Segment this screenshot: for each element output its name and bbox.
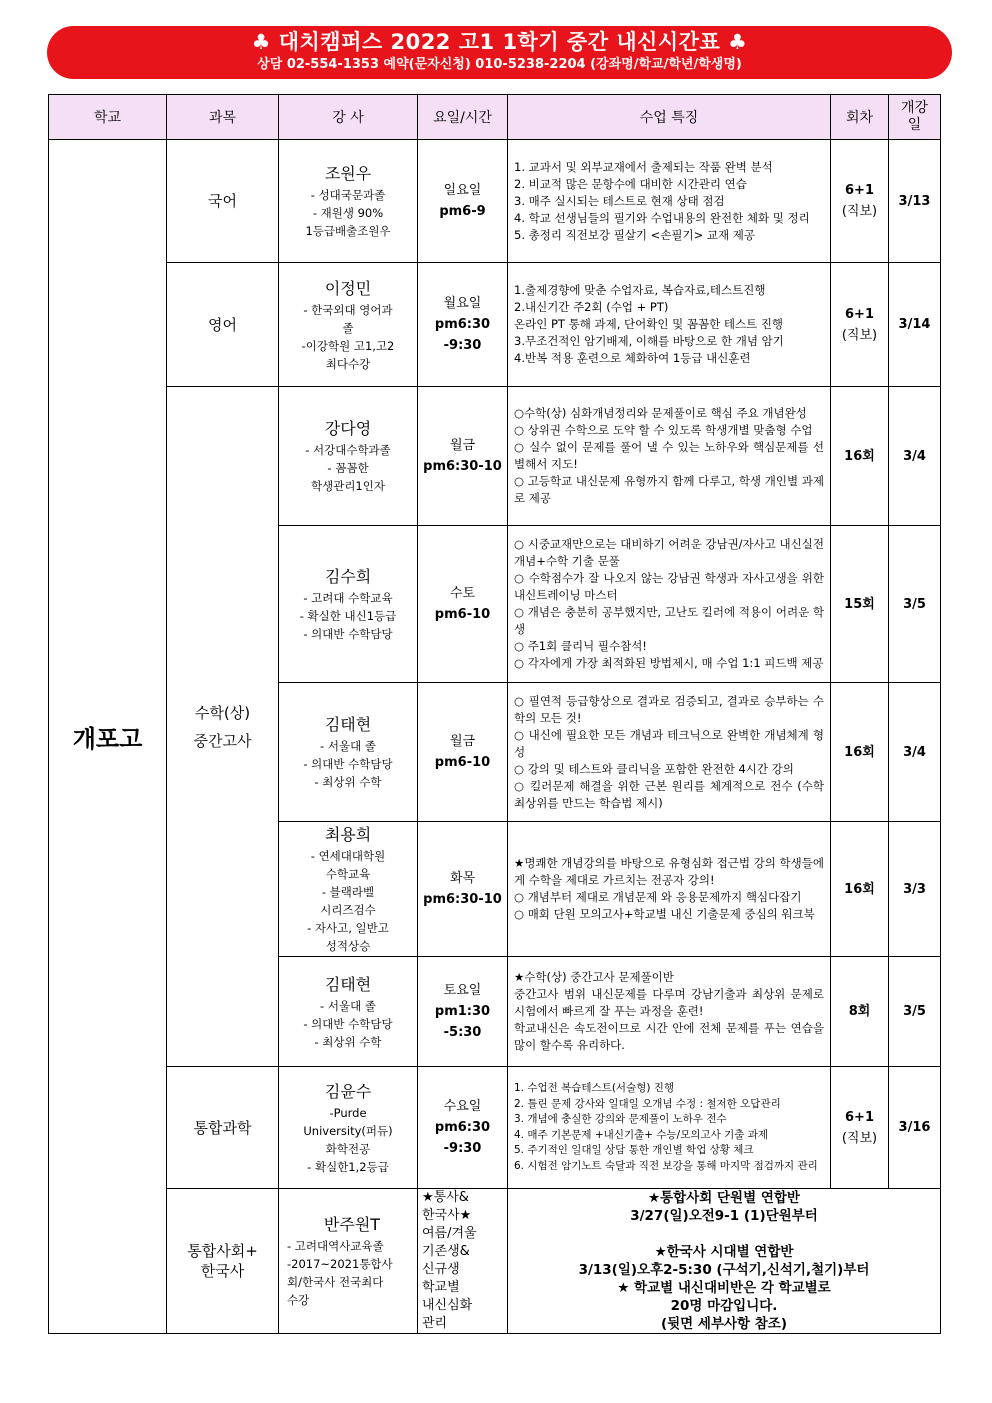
teacher-cell: 최용희 - 연세대대학원 수학교육 - 블랙라벨 시리즈검수 - 자사고, 일반고 성적상승	[279, 822, 418, 957]
time-cell: 화목 pm6:30-10	[418, 822, 508, 957]
start-date-cell: 3/5	[889, 957, 941, 1067]
header-time: 요일/시간	[418, 95, 508, 140]
page-title: ♣ 대치캠퍼스 2022 고1 1학기 중간 내신시간표 ♣	[251, 30, 748, 54]
subject-cell: 통합과학	[167, 1067, 279, 1189]
subject-cell: 국어	[167, 140, 279, 263]
table-row	[49, 263, 941, 387]
start-date-cell: 3/13	[889, 140, 941, 263]
start-date-cell: 3/4	[889, 683, 941, 822]
teacher-cell: 강다영 - 서강대수학과졸 - 꼼꼼한 학생관리1인자	[279, 387, 418, 526]
teacher-cell: 조원우 - 성대국문과졸 - 재원생 90% 1등급배출조원우	[279, 140, 418, 263]
sessions-cell: 6+1 (직보)	[831, 263, 889, 387]
subject-cell: 영어	[167, 263, 279, 387]
features-cell: ○ 시중교재만으로는 대비하기 어려운 강남권/자사고 내신실전 개념+수학 기출 문풀 ○ 수학점수가 잘 나오지 않는 강남권 학생과 자사고생을 위한 내신트레이닝 마스터 ○ 개념은 충분히 공부했지만, 고난도 킬러에 적용이 어려운 학생 ○ 주1회 클리닉 필수참석! ○ 각자에게 가장 최적화된 방법제시, 매 수업 1:1 피드백 제공	[508, 526, 831, 683]
header-features: 수업 특징	[508, 95, 831, 140]
sessions-cell: 8회	[831, 957, 889, 1067]
teacher-cell: 이정민 - 한국외대 영어과 졸 -이강학원 고1,고2 최다수강	[279, 263, 418, 387]
time-cell: 수토 pm6-10	[418, 526, 508, 683]
sessions-cell: 15회	[831, 526, 889, 683]
schedule-table	[48, 94, 941, 1334]
teacher-cell: 김윤수 -Purde University(퍼듀) 화학전공 - 확실한1,2등급	[279, 1067, 418, 1189]
teacher-cell: 김태현 - 서울대 졸 - 의대반 수학담당 - 최상위 수학	[279, 683, 418, 822]
header-school: 학교	[49, 95, 167, 140]
header-start: 개강 일	[889, 95, 941, 140]
table-row	[49, 140, 941, 263]
features-cell: 1. 교과서 및 외부교재에서 출제되는 작품 완벽 분석 2. 비교적 많은 문항수에 대비한 시간관리 연습 3. 매주 실시되는 테스트로 현재 상태 점검 4. 학교 선생님들의 필기와 수업내용의 완전한 체화 및 정리 5. 총정리 직전보강 필살기 <손필기> 교재 제공	[508, 140, 831, 263]
contact-line: 상담 02-554-1353 예약(문자신청) 010-5238-2204 (강좌명/학교/학년/학생명)	[257, 57, 742, 72]
features-cell: ○ 필연적 등급향상으로 결과로 검증되고, 결과로 승부하는 수학의 모든 것! ○ 내신에 필요한 모든 개념과 테크닉으로 완벽한 개념체계 형성 ○ 강의 및 테스트와 클리닉을 포함한 완전한 4시간 강의 ○ 킬러문제 해결을 위한 근본 원리를 체계적으로 전수 (수학 최상위를 만드는 학습법 제시)	[508, 683, 831, 822]
sessions-cell: 16회	[831, 387, 889, 526]
header-sessions: 회차	[831, 95, 889, 140]
time-cell: ★통사& 한국사★ 여름/겨울 기존생& 신규생 학교별 내신심화 관리	[418, 1189, 508, 1334]
sessions-cell: 16회	[831, 822, 889, 957]
header-subject: 과목	[167, 95, 279, 140]
header-teacher: 강 사	[279, 95, 418, 140]
start-date-cell: 3/4	[889, 387, 941, 526]
start-date-cell: 3/14	[889, 263, 941, 387]
school-name: 개포고	[49, 140, 167, 1334]
start-date-cell: 3/16	[889, 1067, 941, 1189]
time-cell: 월금 pm6-10	[418, 683, 508, 822]
title-banner	[47, 26, 952, 79]
features-cell: ★수학(상) 중간고사 문제풀이반 중간고사 범위 내신문제를 다루며 강남기출과 최상위 문제로 시험에서 빠르게 잘 푸는 과정을 훈련! 학교내신은 속도전이므로 시간 안에 전체 문제를 푸는 연습을 많이 할수록 유리하다.	[508, 957, 831, 1067]
start-date-cell: 3/5	[889, 526, 941, 683]
sessions-cell: 6+1 (직보)	[831, 1067, 889, 1189]
start-date-cell: 3/3	[889, 822, 941, 957]
features-cell: 1.출제경향에 맞춘 수업자료, 복습자료,테스트진행 2.내신기간 주2회 (수업 + PT) 온라인 PT 통해 과제, 단어확인 및 꼼꼼한 테스트 진행 3.무조건적인 암기배제, 이해를 바탕으로 한 개념 암기 4.반복 적용 훈련으로 체화하여 1등급 내신훈련	[508, 263, 831, 387]
header-row	[49, 95, 941, 140]
time-cell: 수요일 pm6:30 -9:30	[418, 1067, 508, 1189]
time-cell: 월요일 pm6:30 -9:30	[418, 263, 508, 387]
teacher-cell: 김태현 - 서울대 졸 - 의대반 수학담당 - 최상위 수학	[279, 957, 418, 1067]
subject-cell: 통합사회+ 한국사	[167, 1189, 279, 1334]
table-row	[49, 1067, 941, 1189]
features-cell: ○수학(상) 심화개념정리와 문제풀이로 핵심 주요 개념완성 ○ 상위권 수학으로 도약 할 수 있도록 학생개별 맞춤형 수업 ○ 실수 없이 문제를 풀어 낼 수 있는 노하우와 핵심문제를 선별해서 지도! ○ 고등학교 내신문제 유형까지 함께 다루고, 학생 개인별 과제로 제공	[508, 387, 831, 526]
features-cell: 1. 수업전 복습테스트(서술형) 진행 2. 틀린 문제 강사와 일대일 오개념 수정 : 철저한 오답관리 3. 개념에 충실한 강의와 문제풀이 노하우 전수 4. 매주 기본문제 +내신기출+ 수능/모의고사 기출 과제 5. 주기적인 일대일 상담 통한 개인별 학업 상황 체크 6. 시험전 암기노트 숙달과 직전 보강을 통해 마지막 점검까지 관리	[508, 1067, 831, 1189]
sessions-cell: 16회	[831, 683, 889, 822]
table-row	[49, 1189, 941, 1334]
time-cell: 토요일 pm1:30 -5:30	[418, 957, 508, 1067]
teacher-cell: 반주원T - 고려대역사교육졸 -2017~2021통합사 회/한국사 전국최다 수강	[279, 1189, 418, 1334]
sessions-cell: 6+1 (직보)	[831, 140, 889, 263]
features-cell: ★명쾌한 개념강의를 바탕으로 유형심화 접근법 강의 학생들에게 수학을 제대로 가르치는 전공자 강의! ○ 개념부터 제대로 개념문제 와 응용문제까지 핵심다잡기 ○ 매회 단원 모의고사+학교별 내신 기출문제 중심의 워크북	[508, 822, 831, 957]
time-cell: 일요일 pm6-9	[418, 140, 508, 263]
subject-cell: 수학(상) 중간고사	[167, 387, 279, 1067]
notice-cell: ★통합사회 단원별 연합반 3/27(일)오전9-1 (1)단원부터 ★한국사 시대별 연합반 3/13(일)오후2-5:30 (구석기,신석기,철기)부터 ★ 학교별 내신대비반은 각 학교별로 20명 마감입니다. (뒷면 세부사항 참조)	[508, 1189, 941, 1334]
table-row	[49, 387, 941, 526]
teacher-cell: 김수희 - 고려대 수학교육 - 확실한 내신1등급 - 의대반 수학담당	[279, 526, 418, 683]
time-cell: 월금 pm6:30-10	[418, 387, 508, 526]
